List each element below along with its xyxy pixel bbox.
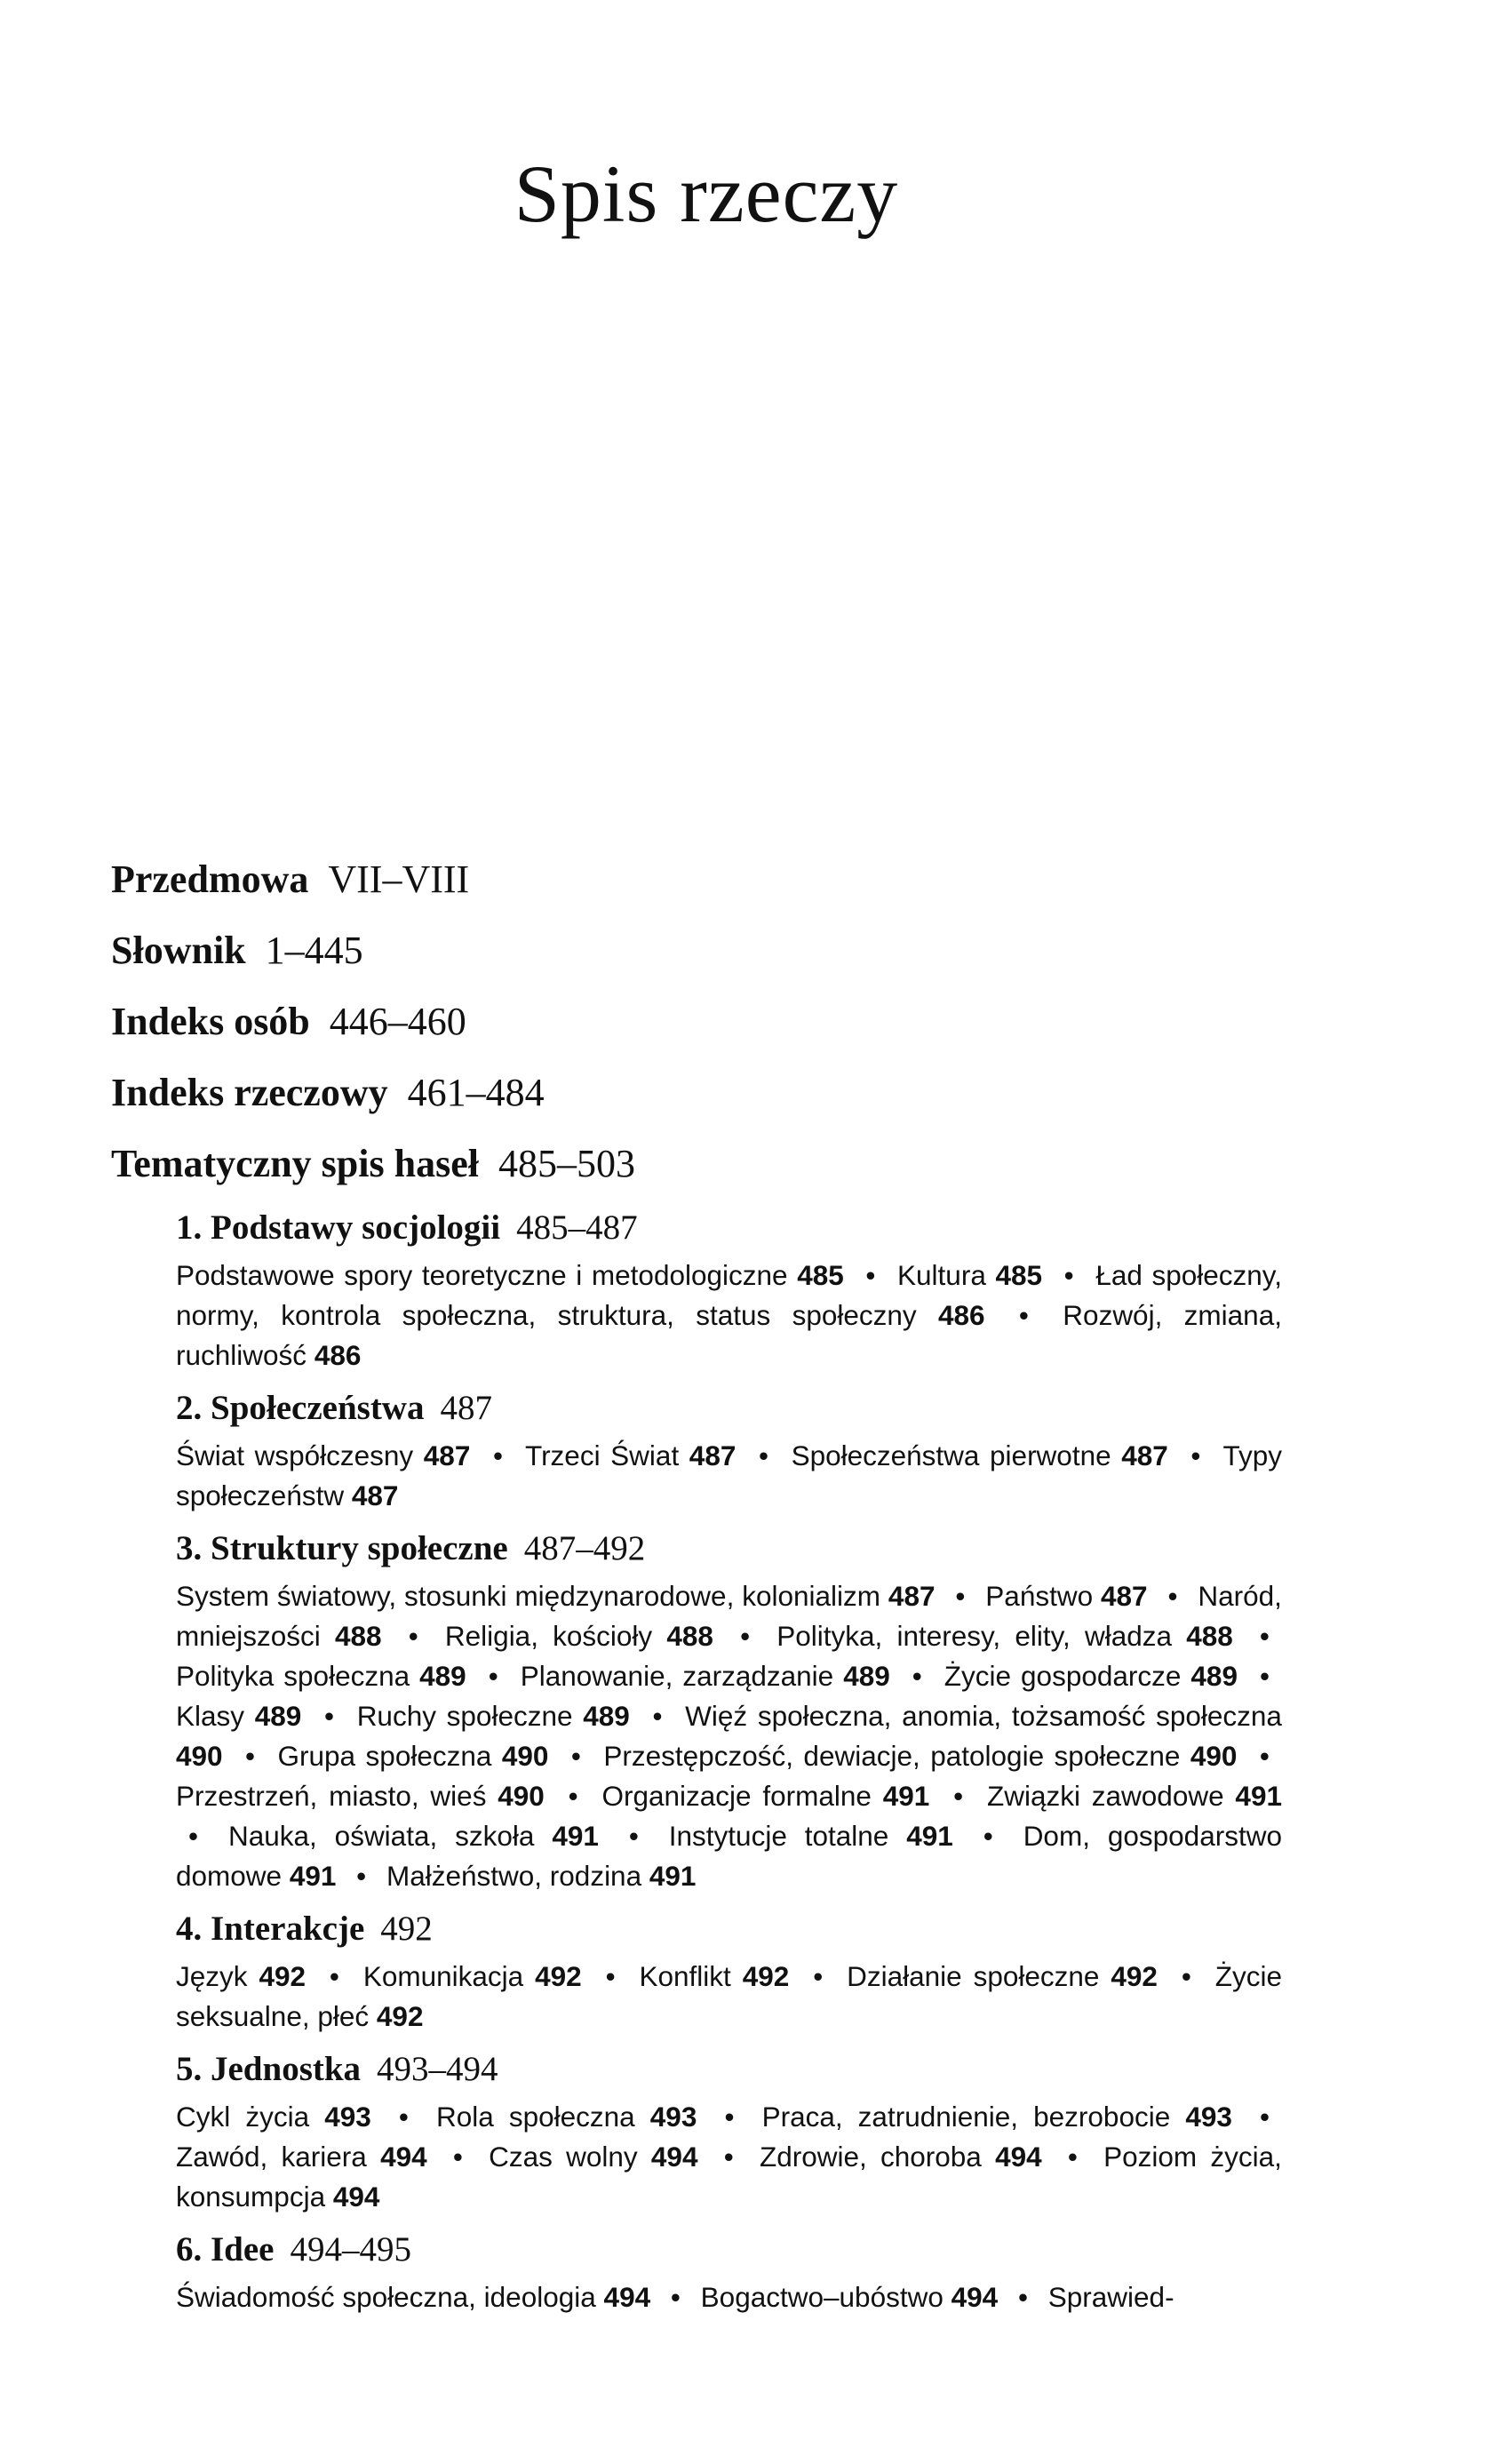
bullet-separator: •: [1259, 1740, 1270, 1772]
toc-item-page: 494: [995, 2141, 1042, 2173]
toc-item: [701, 2281, 999, 2313]
toc-item-label: Rola społeczna: [435, 2101, 635, 2133]
toc-item: [176, 2101, 371, 2133]
toc-item-page: 486: [938, 1299, 985, 1331]
toc-item: [897, 1259, 1042, 1291]
bullet-separator: •: [1259, 2101, 1270, 2133]
toc-item-page: 494: [380, 2141, 427, 2173]
toc-item: [176, 1660, 466, 1692]
bullet-separator: •: [1167, 1580, 1178, 1612]
toc-item-page: 491: [1235, 1780, 1282, 1812]
bullet-separator: •: [724, 2101, 735, 2133]
section-title: Interakcje: [211, 1910, 365, 1948]
toc-item-page: 491: [649, 1860, 697, 1892]
toc-item: [987, 1780, 1282, 1812]
bullet-separator: •: [1181, 1960, 1191, 1992]
bullet-separator: •: [570, 1740, 581, 1772]
bullet-separator: •: [865, 1259, 876, 1291]
toc-item-page: 488: [666, 1620, 713, 1652]
toc-item-label: Praca, zatrudnienie, bezrobocie: [761, 2101, 1171, 2133]
toc-entry-pages: 485–503: [498, 1142, 635, 1185]
toc-item: [436, 2101, 697, 2133]
section-heading: [176, 2226, 1282, 2274]
section-title: Jednostka: [211, 2050, 362, 2088]
bullet-separator: •: [323, 1700, 334, 1732]
bullet-separator: •: [813, 1960, 824, 1992]
section-pages: 493–494: [377, 2050, 498, 2088]
toc-item-label: Cykl życia: [176, 2101, 310, 2133]
thematic-sections: [176, 1204, 1282, 2326]
toc-item: [278, 1740, 549, 1772]
toc-entry-label: Tematyczny spis haseł: [111, 1142, 479, 1185]
toc-item: [762, 2101, 1232, 2133]
toc-item-label: Klasy: [176, 1700, 245, 1732]
toc-item: [176, 1780, 545, 1812]
toc-entry-preface: [111, 844, 1284, 915]
toc-item: [363, 1960, 582, 1992]
bullet-separator: •: [1063, 1259, 1074, 1291]
toc-item-label: Trzeci Świat: [525, 1439, 680, 1471]
bullet-separator: •: [356, 1860, 367, 1892]
toc-entry-pages: 1–445: [265, 929, 363, 972]
toc-item-label: Kultura: [897, 1259, 986, 1291]
toc-item: [944, 1660, 1238, 1692]
toc-item-page: 492: [535, 1960, 582, 1992]
toc-item-page: 485: [995, 1259, 1043, 1291]
toc-item-page: 491: [906, 1820, 953, 1852]
toc-item-page: 493: [1185, 2101, 1232, 2133]
toc-item-label: Grupa społeczna: [277, 1740, 492, 1772]
bullet-separator: •: [605, 1960, 616, 1992]
toc-item: [760, 2141, 1042, 2173]
toc-item: [176, 1580, 935, 1612]
toc-item-label: Działanie społeczne: [847, 1960, 1100, 1992]
toc-item-page: 492: [1111, 1960, 1158, 1992]
bullet-separator: •: [245, 1740, 256, 1772]
toc-item-page: 489: [419, 1660, 466, 1692]
bullet-separator: •: [1018, 1299, 1029, 1331]
bullet-separator: •: [492, 1439, 503, 1471]
toc-item-label: Konflikt: [639, 1960, 731, 1992]
section-items: [176, 1436, 1282, 1516]
toc-item: [985, 1580, 1147, 1612]
bullet-separator: •: [188, 1820, 199, 1852]
toc-item-label: Organizacje formalne: [601, 1780, 872, 1812]
top-entries-list: [111, 844, 1284, 1200]
toc-item-label: Język: [176, 1960, 248, 1992]
toc-entry-label: Indeks osób: [111, 1000, 310, 1043]
bullet-separator: •: [408, 1620, 418, 1652]
toc-entry-pages: 446–460: [329, 1000, 466, 1043]
bullet-separator: •: [912, 1660, 922, 1692]
toc-item-page: 493: [649, 2101, 697, 2133]
toc-section: [176, 1204, 1282, 1376]
toc-entry-dictionary: [111, 915, 1284, 986]
section-pages: 494–495: [290, 2230, 411, 2269]
toc-entry-pages: VII–VIII: [328, 857, 470, 901]
section-title: Struktury społeczne: [211, 1529, 508, 1567]
toc-item-page: 490: [501, 1740, 549, 1772]
section-number: 2.: [176, 1389, 203, 1427]
section-items: [176, 1256, 1282, 1376]
section-items: [176, 2097, 1282, 2217]
toc-item-page: 490: [1190, 1740, 1238, 1772]
bullet-separator: •: [452, 2141, 463, 2173]
section-items: [176, 2277, 1282, 2317]
toc-item: [601, 1780, 929, 1812]
toc-entry-pages: 461–484: [407, 1071, 545, 1114]
bullet-separator: •: [488, 1660, 498, 1692]
toc-item-label: Czas wolny: [489, 2141, 638, 2173]
toc-item: [176, 1700, 301, 1732]
bullet-separator: •: [568, 1780, 578, 1812]
section-heading: [176, 1525, 1282, 1573]
toc-item-page: 489: [843, 1660, 890, 1692]
section-title: Idee: [211, 2230, 275, 2269]
toc-item-page: 487: [423, 1439, 471, 1471]
bullet-separator: •: [758, 1439, 768, 1471]
page-title: Spis rzeczy: [514, 148, 899, 239]
toc-item-label: Poziom życia, konsumpcja: [176, 2141, 1282, 2213]
toc-item: [847, 1960, 1158, 1992]
toc-item-page: 488: [334, 1620, 382, 1652]
toc-item-label: Małżeństwo, rodzina: [386, 1860, 642, 1892]
toc-item-page: 487: [351, 1479, 399, 1511]
toc-item-label: Naród, mniejszości: [176, 1580, 1282, 1652]
toc-item: [640, 1960, 790, 1992]
toc-item-label: Życie seksualne, płeć: [176, 1960, 1283, 2032]
toc-item-page: 491: [882, 1780, 930, 1812]
toc-item-page: 492: [259, 1960, 306, 1992]
section-items: [176, 1576, 1282, 1896]
section-heading: [176, 1384, 1282, 1432]
toc-item: [776, 1620, 1232, 1652]
toc-item-label: Typy społeczeństw: [176, 1439, 1282, 1511]
toc-item-label: Przestępczość, dewiacje, patologie społeczne: [603, 1740, 1181, 1772]
toc-item-label: Sprawied-: [1047, 2281, 1174, 2313]
toc-item: [445, 1620, 713, 1652]
toc-item: [792, 1439, 1168, 1471]
toc-item: [489, 2141, 697, 2173]
toc-item-page: 486: [314, 1339, 362, 1371]
bullet-separator: •: [652, 1700, 663, 1732]
toc-item-page: 489: [583, 1700, 630, 1732]
toc-section: [176, 1525, 1282, 1896]
toc-item-page: 494: [332, 2181, 380, 2213]
section-heading: [176, 2045, 1282, 2093]
toc-item-label: Świadomość społeczna, ideologia: [176, 2281, 596, 2313]
toc-item: [386, 1860, 696, 1892]
bullet-separator: •: [723, 2141, 734, 2173]
toc-section: [176, 2226, 1282, 2317]
toc-item: [603, 1740, 1237, 1772]
section-pages: 487: [440, 1389, 492, 1427]
toc-item: [1048, 2281, 1174, 2313]
toc-item-page: 487: [888, 1580, 936, 1612]
toc-item: [228, 1820, 599, 1852]
toc-item: [176, 2141, 427, 2173]
toc-item-page: 487: [1101, 1580, 1148, 1612]
toc-item-page: 491: [289, 1860, 337, 1892]
toc-item: [176, 1960, 306, 1992]
bullet-separator: •: [1259, 1660, 1270, 1692]
toc-item-label: Podstawowe spory teoretyczne i metodologiczne: [176, 1259, 788, 1291]
section-number: 3.: [176, 1529, 203, 1567]
toc-item: [176, 1259, 844, 1291]
section-pages: 485–487: [516, 1208, 638, 1247]
toc-item: [176, 2281, 650, 2313]
toc-item-label: Zawód, kariera: [176, 2141, 367, 2173]
toc-item-page: 493: [324, 2101, 371, 2133]
section-number: 1.: [176, 1208, 203, 1247]
toc-item: [525, 1439, 736, 1471]
section-pages: 492: [380, 1910, 433, 1948]
toc-item-label: Instytucje totalne: [668, 1820, 889, 1852]
toc-item-page: 494: [951, 2281, 999, 2313]
toc-item-page: 490: [498, 1780, 545, 1812]
bullet-separator: •: [983, 1820, 993, 1852]
toc-item-page: 492: [742, 1960, 790, 1992]
bullet-separator: •: [1190, 1439, 1201, 1471]
toc-item-page: 485: [797, 1259, 844, 1291]
toc-section: [176, 1905, 1282, 2037]
bullet-separator: •: [398, 2101, 409, 2133]
bullet-separator: •: [670, 2281, 681, 2313]
toc-item-page: 489: [1190, 1660, 1238, 1692]
toc-item-page: 491: [552, 1820, 599, 1852]
bullet-separator: •: [1017, 2281, 1028, 2313]
toc-item-label: Dom, gospodarstwo domowe: [176, 1820, 1282, 1892]
toc-item-label: Bogactwo–ubóstwo: [700, 2281, 944, 2313]
toc-item-label: Zdrowie, choroba: [759, 2141, 982, 2173]
section-title: Podstawy socjologii: [211, 1208, 501, 1247]
section-number: 4.: [176, 1910, 203, 1948]
toc-item-label: Polityka, interesy, elity, władza: [776, 1620, 1173, 1652]
toc-item-label: Państwo: [985, 1580, 1094, 1612]
section-title: Społeczeństwa: [211, 1389, 425, 1427]
toc-entry-label: Indeks rzeczowy: [111, 1071, 388, 1114]
toc-item-label: Planowanie, zarządzanie: [520, 1660, 834, 1692]
toc-item-page: 492: [376, 2000, 424, 2032]
toc-entry-label: Przedmowa: [111, 857, 309, 901]
toc-item-label: Więź społeczna, anomia, tożsamość społeczna: [685, 1700, 1282, 1732]
bullet-separator: •: [955, 1580, 966, 1612]
section-heading: [176, 1905, 1282, 1953]
toc-item-label: Religia, kościoły: [444, 1620, 653, 1652]
toc-item: [669, 1820, 953, 1852]
toc-item-page: 488: [1186, 1620, 1233, 1652]
toc-entry-label: Słownik: [111, 929, 246, 972]
bullet-separator: •: [740, 1620, 751, 1652]
section-number: 6.: [176, 2230, 203, 2269]
toc-item-label: Świat współczesny: [176, 1439, 414, 1471]
bullet-separator: •: [628, 1820, 639, 1852]
toc-item-label: Nauka, oświata, szkoła: [227, 1820, 535, 1852]
toc-item-label: Związki zawodowe: [986, 1780, 1224, 1812]
toc-section: [176, 1384, 1282, 1516]
toc-item-label: System światowy, stosunki międzynarodowe, kolonializm: [176, 1580, 881, 1612]
toc-item-label: Społeczeństwa pierwotne: [791, 1439, 1111, 1471]
toc-item-label: Polityka społeczna: [176, 1660, 410, 1692]
section-heading: [176, 1204, 1282, 1252]
toc-item-label: Przestrzeń, miasto, wieś: [176, 1780, 487, 1812]
section-items: [176, 1957, 1282, 2037]
toc-item-page: 487: [689, 1439, 737, 1471]
toc-item-label: Życie gospodarcze: [944, 1660, 1182, 1692]
toc-entry-person-index: [111, 986, 1284, 1057]
bullet-separator: •: [953, 1780, 964, 1812]
toc-item-page: 494: [603, 2281, 651, 2313]
section-number: 5.: [176, 2050, 203, 2088]
toc-entry-thematic-list: [111, 1128, 1284, 1200]
toc-item-label: Komunikacja: [362, 1960, 524, 1992]
bullet-separator: •: [1259, 1620, 1270, 1652]
toc-item-label: Ład społeczny, normy, kontrola społeczna, struktura, status społeczny: [176, 1259, 1282, 1331]
toc-item-page: 490: [176, 1740, 223, 1772]
toc-item: [176, 1439, 470, 1471]
toc-item: [357, 1700, 630, 1732]
toc-item: [521, 1660, 890, 1692]
bullet-separator: •: [329, 1960, 339, 1992]
bullet-separator: •: [1067, 2141, 1078, 2173]
section-pages: 487–492: [523, 1529, 646, 1567]
toc-section: [176, 2045, 1282, 2217]
toc-item-label: Ruchy społeczne: [356, 1700, 573, 1732]
toc-item-label: Rozwój, zmiana, ruchliwość: [176, 1299, 1282, 1371]
toc-item-page: 487: [1121, 1439, 1168, 1471]
toc-item-page: 494: [650, 2141, 698, 2173]
toc-item-page: 489: [254, 1700, 302, 1732]
toc-entry-subject-index: [111, 1057, 1284, 1128]
